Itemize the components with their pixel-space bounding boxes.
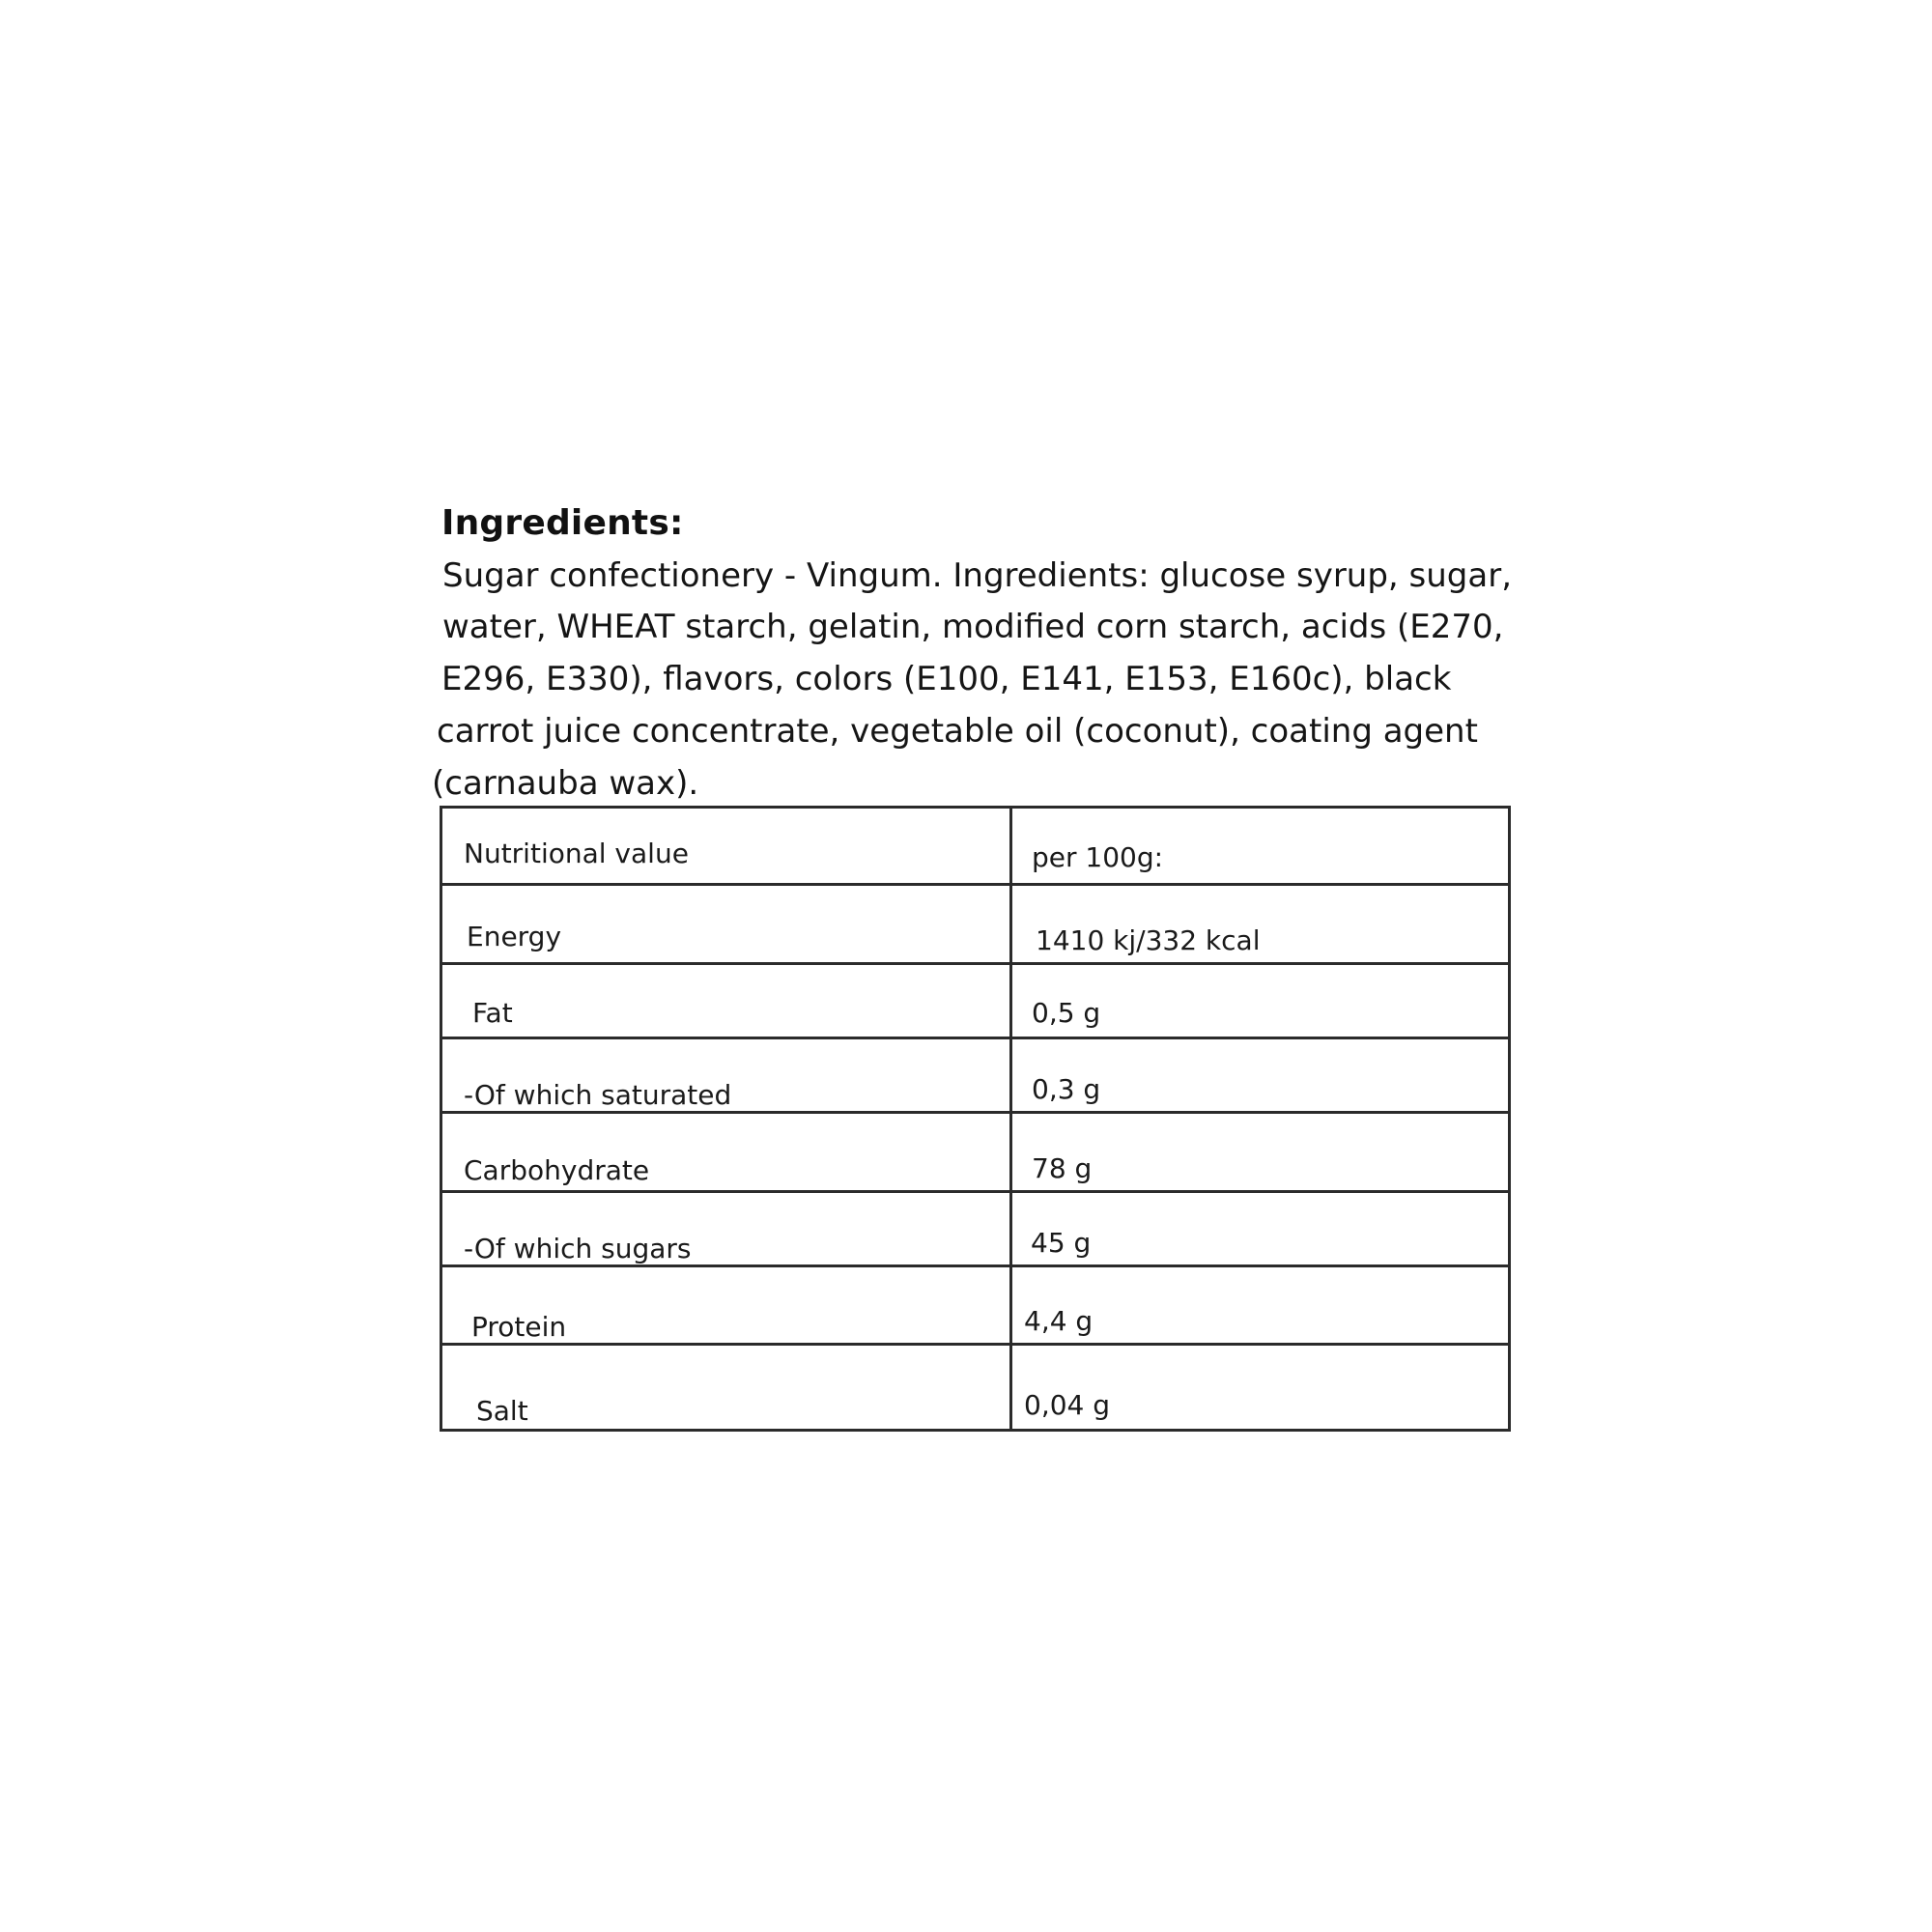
ingredients-heading: Ingredients:: [441, 503, 684, 543]
nutrient-value: 45 g: [1011, 1192, 1510, 1266]
nutrient-value: 1410 kj/332 kcal: [1011, 885, 1510, 964]
nutrient-value: 0,04 g: [1011, 1345, 1510, 1431]
nutrient-label: Energy: [441, 885, 1011, 964]
nutrient-label: Fat: [441, 964, 1011, 1038]
table-header-row: [441, 808, 1510, 885]
table-row: [441, 1113, 1510, 1192]
ingredients-text-line: (carnauba wax).: [432, 764, 699, 803]
table-row: [441, 1192, 1510, 1266]
nutrient-value: 0,5 g: [1011, 964, 1510, 1038]
nutrient-value: 4,4 g: [1011, 1266, 1510, 1345]
table-row: [441, 1345, 1510, 1431]
ingredients-text-line: carrot juice concentrate, vegetable oil (coconut), coating agent: [437, 712, 1478, 751]
ingredients-text-line: E296, E330), flavors, colors (E100, E141, E153, E160c), black: [441, 660, 1452, 698]
nutrition-table: [440, 806, 1511, 1432]
nutrient-value: 78 g: [1011, 1113, 1510, 1192]
ingredients-text-line: Sugar confectionery - Vingum. Ingredients: glucose syrup, sugar,: [442, 556, 1513, 595]
table-header-value: per 100g:: [1011, 808, 1510, 885]
nutrient-label: Salt: [441, 1345, 1011, 1431]
nutrient-label: -Of which saturated: [441, 1038, 1011, 1113]
table-row: [441, 1266, 1510, 1345]
table-row: [441, 1038, 1510, 1113]
table-row: [441, 885, 1510, 964]
ingredients-text-line: water, WHEAT starch, gelatin, modified corn starch, acids (E270,: [442, 608, 1504, 646]
table-row: [441, 964, 1510, 1038]
table-header-label: Nutritional value: [441, 808, 1011, 885]
nutrient-label: Carbohydrate: [441, 1113, 1011, 1192]
nutrient-label: Protein: [441, 1266, 1011, 1345]
nutrient-value: 0,3 g: [1011, 1038, 1510, 1113]
nutrient-label: -Of which sugars: [441, 1192, 1011, 1266]
